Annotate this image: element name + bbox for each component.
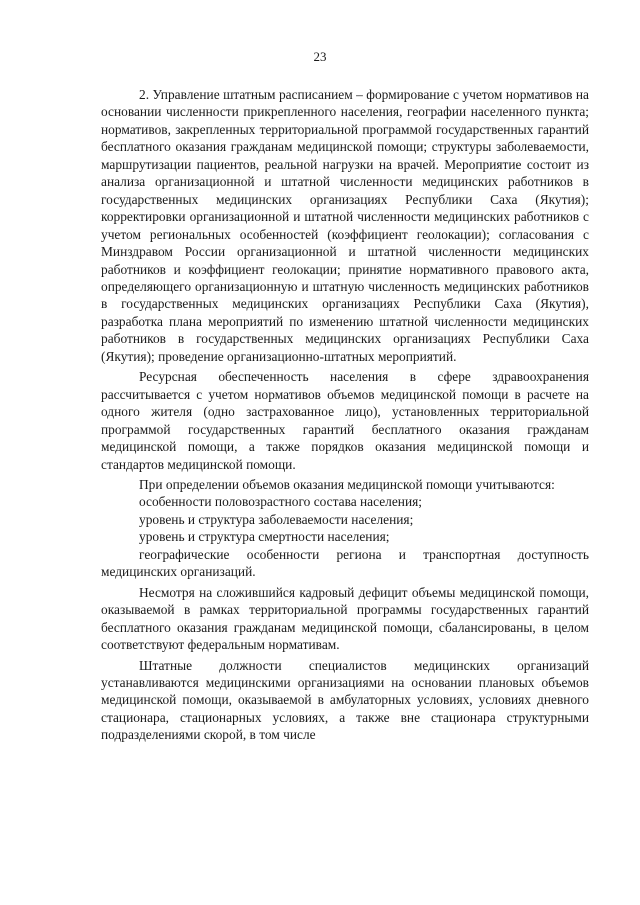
list-item-morbidity: уровень и структура заболеваемости населения; — [139, 511, 414, 527]
paragraph-resource-provision: Ресурсная обеспеченность населения в сфере здравоохранения рассчитывается с учетом нормативов объемов медицинской помощи в расчете на одного жителя (одно застрахованное лицо), установленных территориальной программой государственных гарантий бесплатного оказания гражданам медицинской помощи, а также порядков оказания медицинской помощи и стандартов медицинской помощи. — [101, 369, 589, 472]
list-item-age-sex-structure: особенности половозрастного состава населения; — [139, 494, 423, 510]
list-item-geography: географические особенности региона и транспортная доступность медицинских организаций. — [101, 546, 589, 580]
page-number: 23 — [313, 49, 327, 64]
document-body — [101, 86, 589, 744]
paragraph-staffing-management: 2. Управление штатным расписанием – формирование с учетом нормативов на основании численности прикрепленного населения, географии населенного пункта; нормативов, закрепленных территориальной программой государственных гарантий бесплатного оказания гражданам медицинской помощи; структуры заболеваемости, маршрутизации пациентов, реальной нагрузки на врачей. Мероприятие состоит из анализа организационной и штатной численности медицинских работников в государственных медицинских организациях Республики Саха (Якутия); корректировки организационной и штатной численности медицинских работников с учетом региональных особенностей (коэффициент геолокации); согласования с Минздравом России организационной и штатной численности медицинских работников и коэффициент геолокации; принятие нормативного правового акта, определяющего организационную и штатную численность медицинских работников в государственных медицинских организациях Республики Саха (Якутия), разработка плана мероприятий по изменению штатной численности медицинских работников в государственных медицинских организациях Республики Саха (Якутия); проведение организационно-штатных мероприятий. — [101, 87, 589, 364]
paragraph-volume-determination: При определении объемов оказания медицинской помощи учитываются: — [139, 476, 555, 492]
paragraph-staff-positions: Штатные должности специалистов медицинских организаций устанавливаются медицинскими организациями на основании плановых объемов медицинской помощи, оказываемой в амбулаторных условиях, условиях дневного стационара, стационарных условиях, а также вне стационара структурными подразделениями скорой, в том числе — [101, 657, 589, 743]
list-item-mortality: уровень и структура смертности населения; — [139, 529, 390, 545]
paragraph-staff-shortage: Несмотря на сложившийся кадровый дефицит объемы медицинской помощи, оказываемой в рамках территориальной программы государственных гарантий бесплатного оказания гражданам медицинской помощи, сбалансированы, в целом соответствуют федеральным нормативам. — [101, 584, 589, 653]
